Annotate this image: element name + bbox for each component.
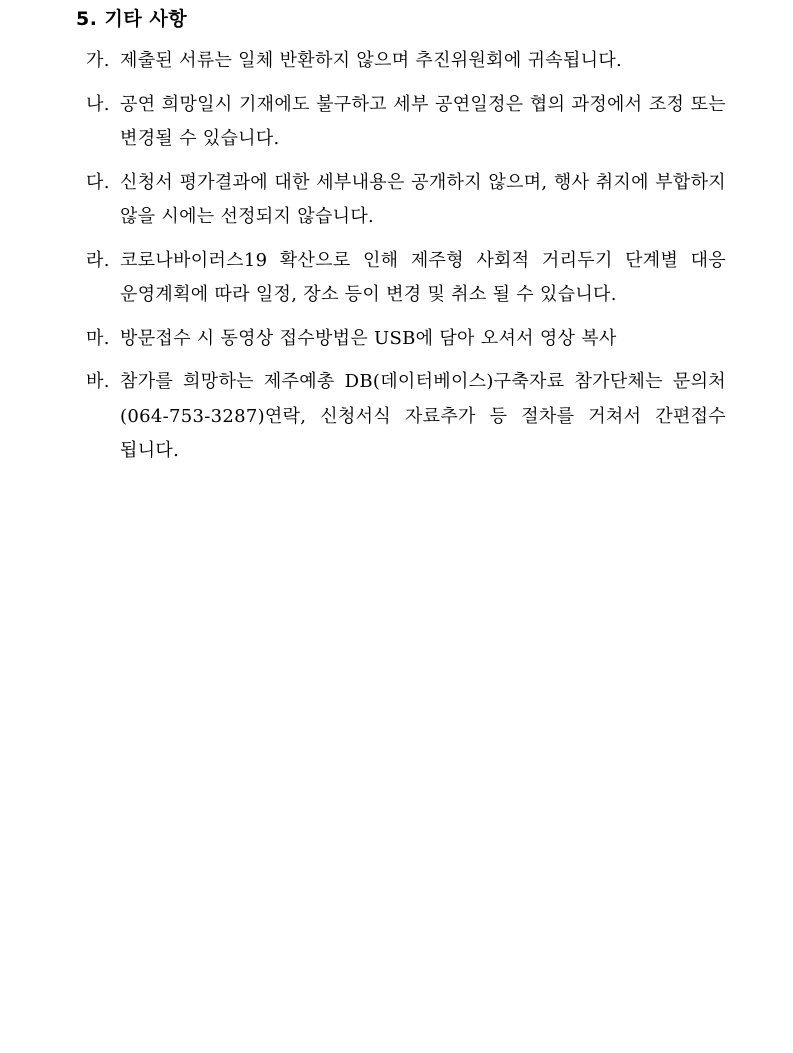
item-text: 제출된 서류는 일체 반환하지 않으며 추진위원회에 귀속됩니다. [120,50,623,71]
item-label: 마. [86,327,110,349]
item-text: 코로나바이러스19 확산으로 인해 제주형 사회적 거리두기 단계별 대응 운영계획에 따라 일정, 장소 등이 변경 및 취소 될 수 있습니다. [120,249,726,305]
item-text: 방문접수 시 동영상 접수방법은 USB에 담아 오셔서 영상 복사 [120,327,617,349]
item-text: 참가를 희망하는 제주예총 DB(데이터베이스)구축자료 참가단체는 문의처(064-753-3287)연락, 신청서식 자료추가 등 절차를 거쳐서 간편접수 됩니다. [120,371,726,461]
item-text: 공연 희망일시 기재에도 불구하고 세부 공연일정은 협의 과정에서 조정 또는 변경될 수 있습니다. [120,93,726,149]
item-label: 나. [86,93,110,115]
list-item [86,322,726,357]
section-title: 5. 기타 사항 [76,8,188,30]
item-label: 가. [86,50,110,71]
item-label: 다. [86,171,110,193]
list-item [86,44,726,79]
list-item [86,365,726,469]
list-item [86,88,726,157]
notes-list [86,44,726,478]
item-text: 신청서 평가결과에 대한 세부내용은 공개하지 않으며, 행사 취지에 부합하지 않을 시에는 선정되지 않습니다. [120,171,726,227]
item-label: 바. [86,371,110,392]
item-label: 라. [86,249,110,271]
list-item [86,244,726,313]
list-item [86,166,726,235]
